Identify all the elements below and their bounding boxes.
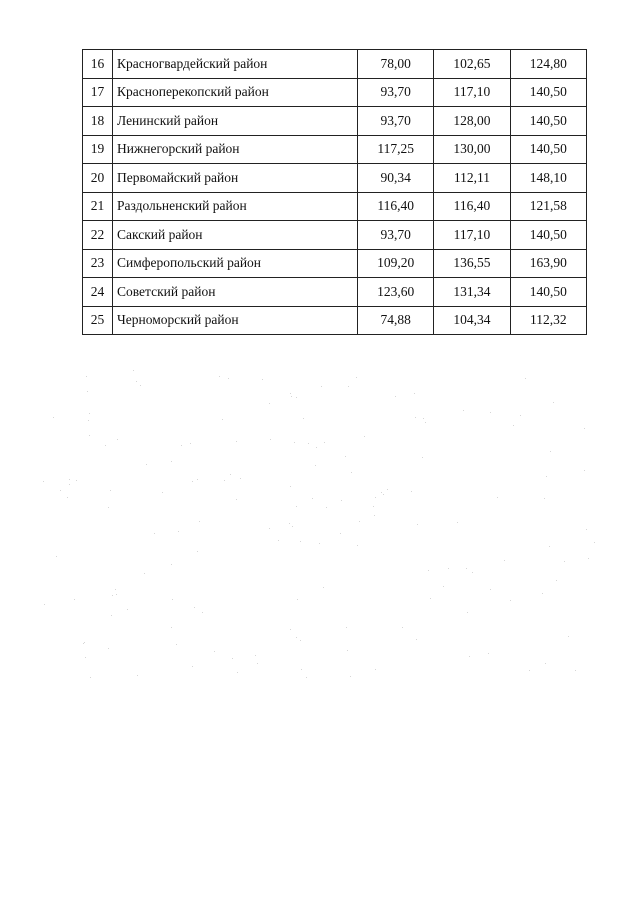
value-cell-3: 140,50 xyxy=(510,135,586,164)
value-cell-1: 93,70 xyxy=(358,107,434,136)
scan-speck xyxy=(144,573,145,574)
scan-speck xyxy=(146,464,147,465)
scan-speck xyxy=(290,393,291,394)
scan-speck xyxy=(197,551,198,552)
scan-speck xyxy=(383,494,384,495)
scan-speck xyxy=(542,593,543,594)
table-row xyxy=(83,107,587,136)
scan-speck xyxy=(316,447,317,448)
scan-speck xyxy=(105,445,106,446)
scan-speck xyxy=(422,457,423,458)
district-name-cell: Красногвардейский район xyxy=(113,50,358,79)
scan-speck xyxy=(345,456,346,457)
scan-speck xyxy=(351,472,352,473)
scan-speck xyxy=(178,531,179,532)
row-number-cell: 20 xyxy=(83,164,113,193)
scan-speck xyxy=(69,484,70,485)
row-number-cell: 24 xyxy=(83,278,113,307)
scan-speck xyxy=(270,439,271,440)
scan-speck xyxy=(469,656,470,657)
scan-speck xyxy=(85,657,86,658)
table-row xyxy=(83,50,587,79)
row-number-cell: 18 xyxy=(83,107,113,136)
scan-speck xyxy=(504,560,505,561)
scan-speck xyxy=(315,465,316,466)
value-cell-1: 116,40 xyxy=(358,192,434,221)
scan-speck xyxy=(53,417,54,418)
district-name-cell: Черноморский район xyxy=(113,306,358,335)
scan-speck xyxy=(44,604,45,605)
scan-speck xyxy=(588,558,589,559)
scan-speck xyxy=(112,595,113,596)
scan-speck xyxy=(87,391,88,392)
scan-speck xyxy=(255,655,256,656)
scan-speck xyxy=(296,397,297,398)
scan-speck xyxy=(425,422,426,423)
scan-speck xyxy=(76,480,77,481)
scan-speck xyxy=(199,521,200,522)
scan-speck xyxy=(364,436,365,437)
scan-speck xyxy=(584,470,585,471)
value-cell-3: 121,58 xyxy=(510,192,586,221)
scan-speck xyxy=(381,492,382,493)
scan-speck xyxy=(262,379,263,380)
scan-speck xyxy=(415,417,416,418)
row-number-cell: 22 xyxy=(83,221,113,250)
table-row xyxy=(83,135,587,164)
value-cell-2: 117,10 xyxy=(434,221,510,250)
table-row xyxy=(83,78,587,107)
scan-speck xyxy=(111,615,112,616)
scan-speck xyxy=(171,461,172,462)
table-row xyxy=(83,249,587,278)
scan-speck xyxy=(467,612,468,613)
scan-speck xyxy=(240,478,241,479)
scan-speck xyxy=(127,609,128,610)
scan-speck xyxy=(575,670,576,671)
scan-speck xyxy=(230,474,231,475)
scan-speck xyxy=(411,491,412,492)
scan-speck xyxy=(549,546,550,547)
scan-speck xyxy=(545,663,546,664)
scan-speck xyxy=(219,376,220,377)
scan-speck xyxy=(228,378,229,379)
scan-speck xyxy=(443,586,444,587)
scan-speck xyxy=(550,451,551,452)
scan-speck xyxy=(357,545,358,546)
scan-speck xyxy=(303,418,304,419)
scan-speck xyxy=(584,428,585,429)
scan-speck xyxy=(289,523,290,524)
scan-speck xyxy=(324,442,325,443)
table-row xyxy=(83,221,587,250)
value-cell-2: 116,40 xyxy=(434,192,510,221)
scan-speck xyxy=(553,402,554,403)
value-cell-3: 163,90 xyxy=(510,249,586,278)
scan-speck xyxy=(346,627,347,628)
scan-speck xyxy=(463,410,464,411)
value-cell-1: 93,70 xyxy=(358,78,434,107)
scan-speck xyxy=(74,599,75,600)
scan-speck xyxy=(359,521,360,522)
scan-speck xyxy=(89,435,90,436)
table-row xyxy=(83,164,587,193)
value-cell-2: 128,00 xyxy=(434,107,510,136)
scan-speck xyxy=(301,669,302,670)
scan-speck xyxy=(319,543,320,544)
value-cell-2: 117,10 xyxy=(434,78,510,107)
scan-speck xyxy=(269,403,270,404)
scan-speck xyxy=(308,443,309,444)
scan-speck xyxy=(417,524,418,525)
scan-speck xyxy=(448,568,449,569)
scan-speck xyxy=(154,533,155,534)
scan-speck xyxy=(300,541,301,542)
scan-speck xyxy=(594,542,595,543)
scan-speck xyxy=(296,506,297,507)
value-cell-3: 140,50 xyxy=(510,221,586,250)
row-number-cell: 21 xyxy=(83,192,113,221)
district-name-cell: Советский район xyxy=(113,278,358,307)
scan-speck xyxy=(387,489,388,490)
district-name-cell: Красноперекопский район xyxy=(113,78,358,107)
scan-speck xyxy=(347,650,348,651)
scan-speck xyxy=(373,506,374,507)
value-cell-1: 78,00 xyxy=(358,50,434,79)
scan-speck xyxy=(89,413,90,414)
scan-speck xyxy=(402,627,403,628)
row-number-cell: 16 xyxy=(83,50,113,79)
scan-speck xyxy=(214,651,215,652)
scan-speck xyxy=(556,580,557,581)
scan-speck xyxy=(90,677,91,678)
scan-speck xyxy=(291,396,292,397)
scan-speck xyxy=(375,497,376,498)
value-cell-2: 104,34 xyxy=(434,306,510,335)
scan-speck xyxy=(292,526,293,527)
scan-speck xyxy=(323,587,324,588)
scan-speck xyxy=(162,492,163,493)
scan-speck xyxy=(348,386,349,387)
scan-speck xyxy=(236,499,237,500)
value-cell-2: 102,65 xyxy=(434,50,510,79)
value-cell-1: 74,88 xyxy=(358,306,434,335)
scan-speck xyxy=(202,612,203,613)
scan-speck xyxy=(586,529,587,530)
scan-speck xyxy=(490,412,491,413)
value-cell-3: 140,50 xyxy=(510,278,586,307)
scan-speck xyxy=(513,425,514,426)
row-number-cell: 19 xyxy=(83,135,113,164)
scan-speck xyxy=(224,480,225,481)
scan-speck xyxy=(84,642,85,643)
row-number-cell: 23 xyxy=(83,249,113,278)
scan-speck xyxy=(110,490,111,491)
value-cell-2: 131,34 xyxy=(434,278,510,307)
value-cell-3: 124,80 xyxy=(510,50,586,79)
row-number-cell: 25 xyxy=(83,306,113,335)
value-cell-3: 112,32 xyxy=(510,306,586,335)
scan-speck xyxy=(568,636,569,637)
scan-speck xyxy=(197,479,198,480)
district-name-cell: Нижнегорский район xyxy=(113,135,358,164)
scan-speck xyxy=(375,669,376,670)
value-cell-1: 90,34 xyxy=(358,164,434,193)
district-name-cell: Сакский район xyxy=(113,221,358,250)
value-cell-1: 93,70 xyxy=(358,221,434,250)
scan-speck xyxy=(192,666,193,667)
scan-speck xyxy=(564,561,565,562)
value-cell-1: 117,25 xyxy=(358,135,434,164)
scan-speck xyxy=(171,564,172,565)
value-cell-2: 130,00 xyxy=(434,135,510,164)
scan-speck xyxy=(290,629,291,630)
value-cell-2: 136,55 xyxy=(434,249,510,278)
value-cell-3: 140,50 xyxy=(510,78,586,107)
scan-speck xyxy=(294,442,295,443)
scan-speck xyxy=(520,415,521,416)
scan-speck xyxy=(237,672,238,673)
value-cell-3: 148,10 xyxy=(510,164,586,193)
scan-speck xyxy=(137,675,138,676)
district-name-cell: Раздольненский район xyxy=(113,192,358,221)
scan-speck xyxy=(457,522,458,523)
scan-speck xyxy=(296,637,297,638)
scan-speck xyxy=(321,386,322,387)
district-name-cell: Первомайский район xyxy=(113,164,358,193)
scan-speck xyxy=(297,599,298,600)
district-name-cell: Симферопольский район xyxy=(113,249,358,278)
scan-speck xyxy=(60,490,61,491)
scan-speck xyxy=(423,418,424,419)
scan-speck xyxy=(488,653,489,654)
scan-speck xyxy=(416,639,417,640)
table-row xyxy=(83,192,587,221)
scan-speck xyxy=(171,627,172,628)
scan-speck xyxy=(115,589,116,590)
scan-speck xyxy=(544,498,545,499)
scan-speck xyxy=(69,479,70,480)
scan-speck xyxy=(529,670,530,671)
district-rates-table xyxy=(82,49,587,335)
scan-speck xyxy=(116,594,117,595)
scan-speck xyxy=(56,556,57,557)
scan-speck xyxy=(108,648,109,649)
district-name-cell: Ленинский район xyxy=(113,107,358,136)
table-row xyxy=(83,278,587,307)
scan-speck xyxy=(140,385,141,386)
scan-speck xyxy=(181,445,182,446)
scan-speck xyxy=(278,540,279,541)
scan-speck xyxy=(340,533,341,534)
row-number-cell: 17 xyxy=(83,78,113,107)
scan-speck xyxy=(428,570,429,571)
scan-speck xyxy=(190,443,191,444)
scan-speck xyxy=(341,500,342,501)
value-cell-1: 123,60 xyxy=(358,278,434,307)
scan-speck xyxy=(290,486,291,487)
scan-speck xyxy=(395,396,396,397)
scan-speck xyxy=(490,589,491,590)
scan-speck xyxy=(472,572,473,573)
scan-speck xyxy=(510,600,511,601)
value-cell-3: 140,50 xyxy=(510,107,586,136)
scan-speck xyxy=(83,643,84,644)
table-row xyxy=(83,306,587,335)
scan-speck xyxy=(466,568,467,569)
scan-speck xyxy=(86,376,87,377)
value-cell-1: 109,20 xyxy=(358,249,434,278)
scan-speck xyxy=(222,419,223,420)
scan-speck xyxy=(312,498,313,499)
scan-speck xyxy=(326,507,327,508)
scan-speck xyxy=(88,420,89,421)
scan-speck xyxy=(192,481,193,482)
scan-speck xyxy=(236,441,237,442)
scan-speck xyxy=(176,644,177,645)
scan-speck xyxy=(257,663,258,664)
scan-speck xyxy=(43,481,44,482)
scan-speck xyxy=(546,476,547,477)
scan-speck xyxy=(108,507,109,508)
scan-speck xyxy=(497,497,498,498)
scan-speck xyxy=(306,677,307,678)
scan-speck xyxy=(525,378,526,379)
scan-speck xyxy=(67,497,68,498)
scan-speck xyxy=(172,599,173,600)
scan-speck xyxy=(414,393,415,394)
scan-speck xyxy=(300,640,301,641)
scan-speck xyxy=(356,377,357,378)
scan-speck xyxy=(194,607,195,608)
scan-speck xyxy=(232,658,233,659)
value-cell-2: 112,11 xyxy=(434,164,510,193)
scan-speck xyxy=(374,515,375,516)
scan-speck xyxy=(430,598,431,599)
scan-speck xyxy=(133,370,134,371)
scan-speck xyxy=(136,381,137,382)
scan-speck xyxy=(269,528,270,529)
scan-speck xyxy=(350,676,351,677)
table-body xyxy=(83,50,587,335)
scan-speck xyxy=(117,439,118,440)
